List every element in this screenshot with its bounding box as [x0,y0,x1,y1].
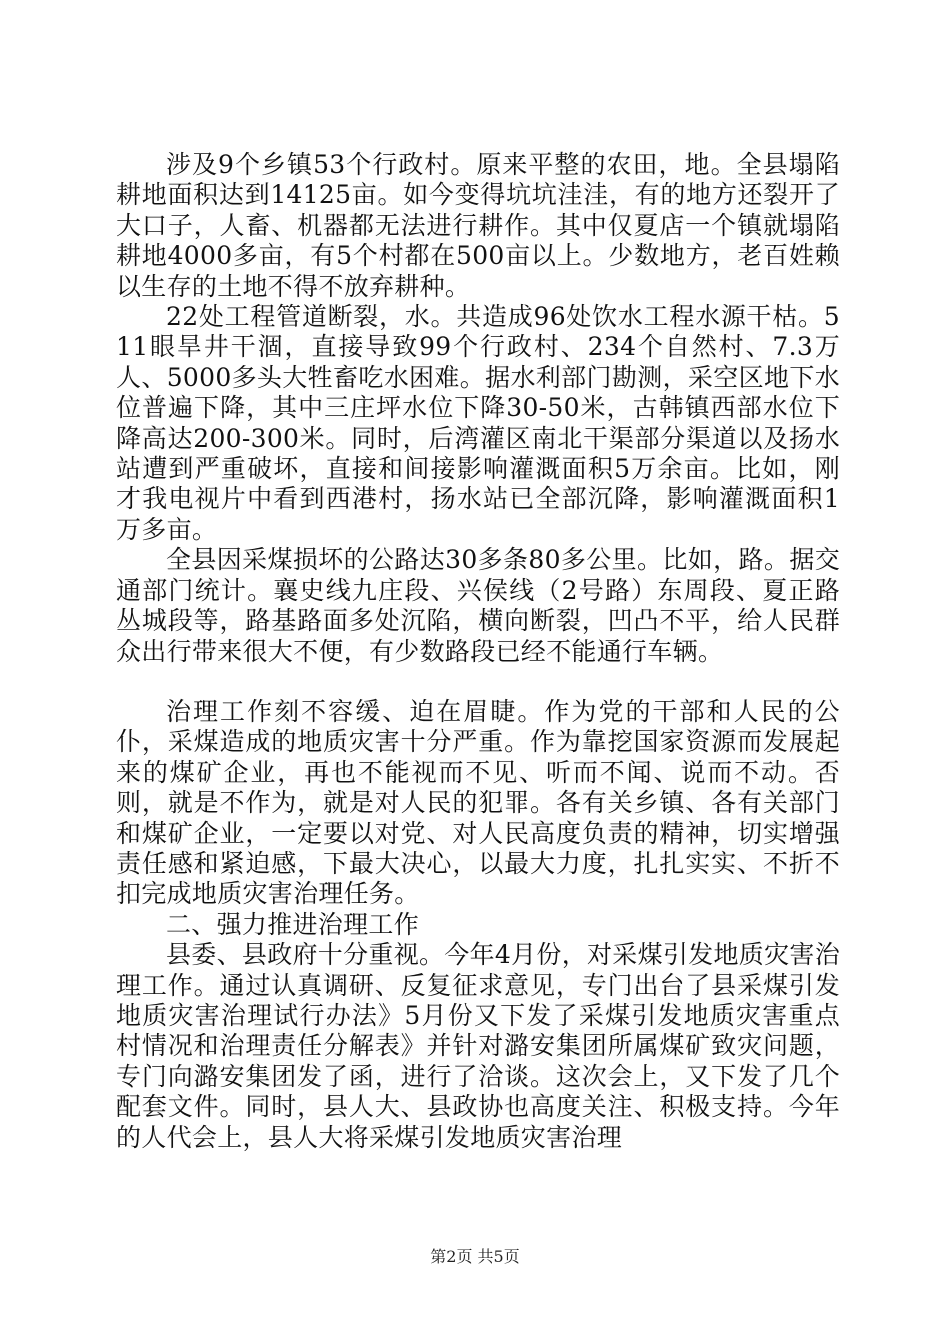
section-heading: 二、强力推进治理工作 [166,909,420,939]
document-body [116,150,840,1153]
paragraph-2: 22处工程管道断裂，水。共造成96处饮水工程水源干枯。511眼旱井干涸，直接导致99个行政村、234个自然村、7.3万人、5000多头大牲畜吃水困难。据水利部门勘测，采空区地下水位普遍下降，其中三庄坪水位下降30-50米，古韩镇西部水位下降高达200-300米。同时，后湾灌区南北干渠部分渠道以及扬水站遭到严重破坏，直接和间接影响灌溉面积5万余亩。比如，刚才我电视片中看到西港村，扬水站已全部沉降，影响灌溉面积1万多亩。 [116,302,840,544]
paragraph-3: 全县因采煤损坏的公路达30多条80多公里。比如，路。据交通部门统计。襄史线九庄段、兴侯线（2号路）东周段、夏正路丛城段等，路基路面多处沉陷，横向断裂，凹凸不平，给人民群众出行带来很大不便，有少数路段已经不能通行车辆。 [116,545,840,666]
paragraph-5: 县委、县政府十分重视。今年4月份，对采煤引发地质灾害治理工作。通过认真调研、反复征求意见，专门出台了县采煤引发地质灾害治理试行办法》5月份又下发了采煤引发地质灾害重点村情况和治理责任分解表》并针对潞安集团所属煤矿致灾问题，专门向潞安集团发了函，进行了洽谈。这次会上，又下发了几个配套文件。同时，县人大、县政协也高度关注、积极支持。今年的人代会上，县人大将采煤引发地质灾害治理 [116,940,841,1152]
paragraph-1: 涉及9个乡镇53个行政村。原来平整的农田，地。全县塌陷耕地面积达到14125亩。如今变得坑坑洼洼，有的地方还裂开了大口子，人畜、机器都无法进行耕作。其中仅夏店一个镇就塌陷耕地4000多亩，有5个村都在500亩以上。少数地方，老百姓赖以生存的土地不得不放弃耕种。 [116,150,840,301]
paragraph-gap [116,667,840,697]
page-footer: 第2页 共5页 [430,1247,520,1266]
paragraph-4: 治理工作刻不容缓、迫在眉睫。作为党的干部和人民的公仆，采煤造成的地质灾害十分严重。作为靠挖国家资源而发展起来的煤矿企业，再也不能视而不见、听而不闻、说而不动。否则，就是不作为，就是对人民的犯罪。各有关乡镇、各有关部门和煤矿企业，一定要以对党、对人民高度负责的精神，切实增强责任感和紧迫感，下最大决心，以最大力度，扎扎实实、不折不扣完成地质灾害治理任务。 [116,696,840,909]
